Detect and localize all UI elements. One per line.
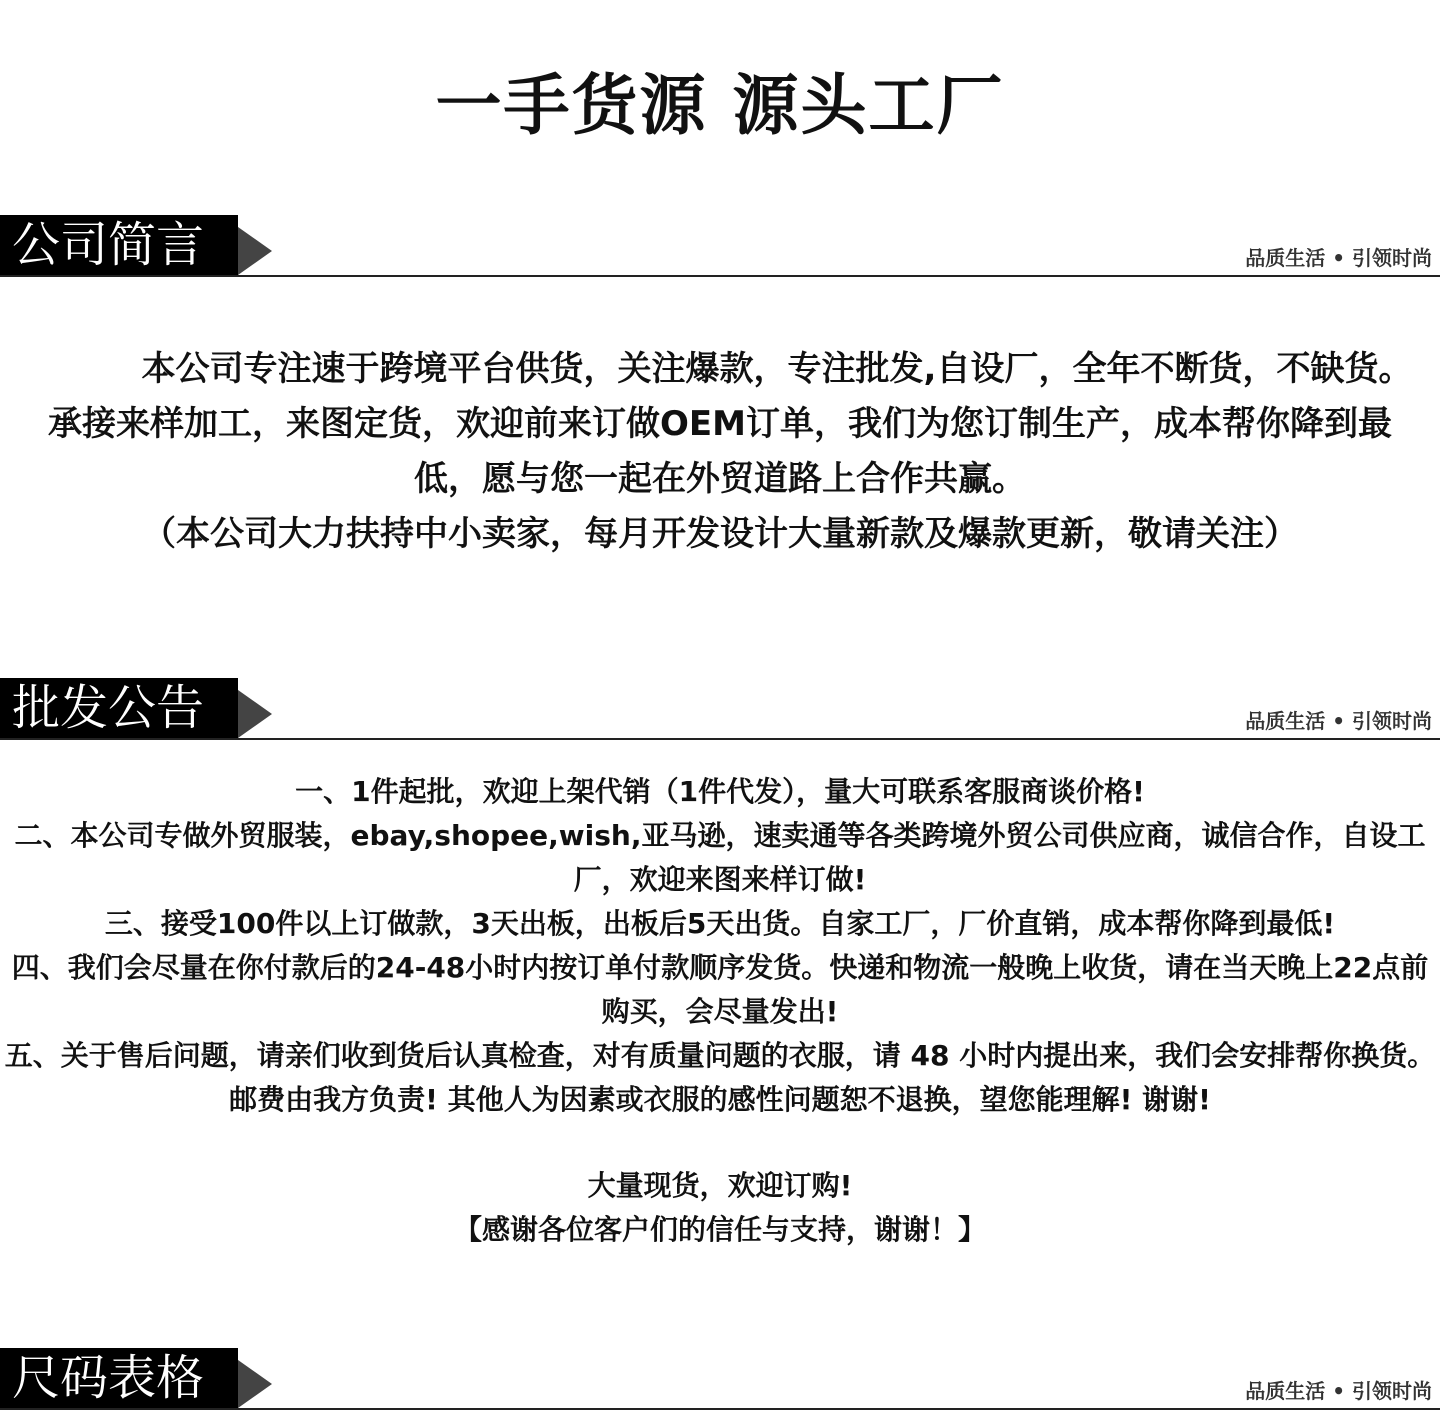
section-title: 公司简言 bbox=[0, 215, 238, 275]
divider bbox=[0, 738, 1440, 740]
intro-paragraph: （本公司大力扶持中小卖家，每月开发设计大量新款及爆款更新，敬请关注） bbox=[142, 514, 1298, 554]
notice-item: 五、关于售后问题，请亲们收到货后认真检查，对有质量问题的衣服，请 48 小时内提出来，我们会安排帮你换货。邮费由我方负责! 其他人为因素或衣服的感性问题恕不退换，望您能理解! 谢谢! bbox=[4, 1039, 1436, 1116]
section-slogan: 品质生活 • 引领时尚 bbox=[1245, 246, 1432, 270]
closing-message bbox=[0, 1164, 1440, 1252]
notice-item: 一、1件起批，欢迎上架代销（1件代发），量大可联系客服商谈价格! bbox=[295, 775, 1145, 808]
notice-item: 三、接受100件以上订做款，3天出板，出板后5天出货。自家工厂，厂价直销，成本帮你降到最低! bbox=[104, 907, 1336, 940]
section-header-company-intro bbox=[0, 215, 1440, 277]
triangle-arrow-icon bbox=[238, 227, 272, 275]
triangle-arrow-icon bbox=[238, 690, 272, 738]
notice-item: 四、我们会尽量在你付款后的24-48小时内按订单付款顺序发货。快递和物流一般晚上收货，请在当天晚上22点前购买，会尽量发出! bbox=[11, 951, 1429, 1028]
triangle-arrow-icon bbox=[238, 1360, 272, 1408]
section-slogan: 品质生活 • 引领时尚 bbox=[1245, 709, 1432, 733]
wholesale-notices bbox=[0, 770, 1440, 1122]
divider bbox=[0, 275, 1440, 277]
section-slogan: 品质生活 • 引领时尚 bbox=[1245, 1379, 1432, 1403]
section-header-wholesale-notice bbox=[0, 678, 1440, 740]
section-title: 尺码表格 bbox=[0, 1348, 238, 1408]
page-title: 一手货源 源头工厂 bbox=[435, 67, 1005, 144]
intro-paragraph: 本公司专注速于跨境平台供货，关注爆款，专注批发,自设厂，全年不断货，不缺货。 bbox=[141, 349, 1413, 389]
section-title: 批发公告 bbox=[0, 678, 238, 738]
closing-line: 【感谢各位客户们的信任与支持，谢谢！】 bbox=[453, 1213, 986, 1246]
company-intro bbox=[0, 342, 1440, 562]
closing-line: 大量现货，欢迎订购! bbox=[587, 1169, 853, 1202]
section-header-size-chart bbox=[0, 1348, 1440, 1410]
intro-paragraph: 承接来样加工，来图定货，欢迎前来订做OEM订单，我们为您订制生产，成本帮你降到最低，愿与您一起在外贸道路上合作共赢。 bbox=[48, 404, 1392, 499]
notice-item: 二、本公司专做外贸服装，ebay,shopee,wish,亚马逊，速卖通等各类跨境外贸公司供应商，诚信合作，自设工厂，欢迎来图来样订做! bbox=[14, 819, 1426, 896]
